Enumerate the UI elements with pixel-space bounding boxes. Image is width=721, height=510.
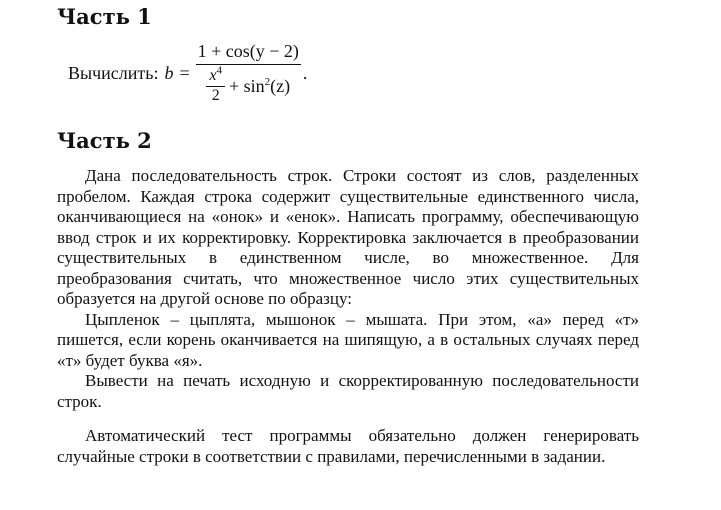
part1-heading: Часть 1 <box>57 4 152 29</box>
formula-variable: b <box>164 62 174 83</box>
paragraph-autotest: Автоматический тест программы обязательно должен генерировать случайные строки в соответствии с правилами, перечисленными в задании. <box>57 426 639 466</box>
sin-function: + sin <box>229 75 265 96</box>
inner-fraction-denominator: 2 <box>211 87 220 104</box>
paragraph-output: Вывести на печать исходную и скорректированную последовательности строк. <box>57 371 639 411</box>
inner-fraction <box>206 64 225 105</box>
inner-fraction-exponent: 4 <box>216 64 222 77</box>
task-description <box>57 166 639 467</box>
sin-argument: (z) <box>270 75 291 96</box>
fraction-numerator: 1 + cos(y − 2) <box>196 41 301 65</box>
main-fraction <box>196 41 301 105</box>
sin-exponent: 2 <box>264 75 271 88</box>
inner-fraction-base: x <box>209 67 217 84</box>
formula <box>68 38 307 108</box>
denominator-sin-term <box>229 76 290 97</box>
paragraph-task: Дана последовательность строк. Строки состоят из слов, разделенных пробелом. Каждая строка содержит существительные единственного числа, оканчивающиеся на «онок» и «енок». Написать программу, обеспечивающую ввод строк и их корректировку. Корректировка заключается в преобразовании существительных в единственном числе, во множественное. Для преобразования считать, что множественное число этих существительных образуется на другой основе по образцу: <box>57 166 639 308</box>
part2-heading: Часть 2 <box>57 128 152 153</box>
formula-equals: = <box>179 62 190 83</box>
inner-fraction-numerator <box>206 64 225 87</box>
fraction-denominator <box>206 65 290 105</box>
formula-label: Вычислить: <box>68 62 159 83</box>
paragraph-example: Цыпленок – цыплята, мышонок – мышата. При этом, «а» перед «т» пишется, если корень оканчивается на шипящую, а в остальных случаях перед «т» будет буква «я». <box>57 309 639 370</box>
formula-period: . <box>302 62 308 83</box>
